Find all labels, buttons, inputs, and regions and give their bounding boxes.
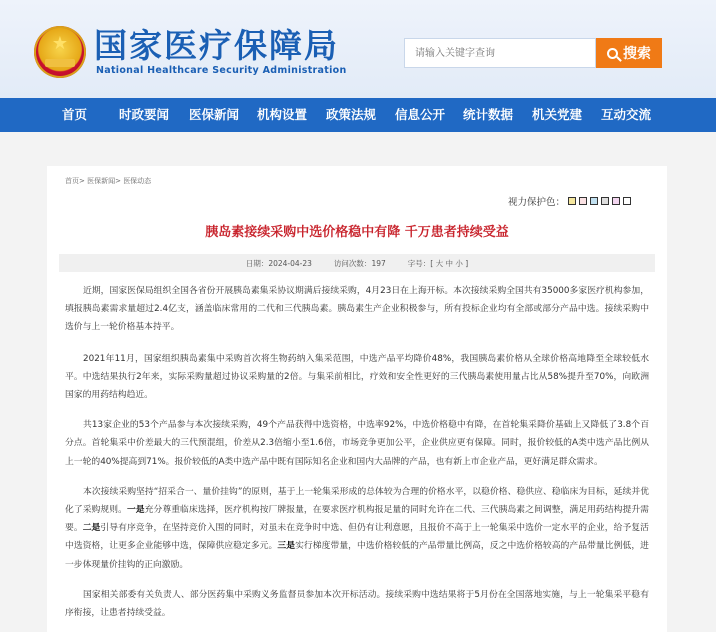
emphasis-third: 三是 [277, 541, 296, 552]
breadcrumb-dynamics[interactable]: 医保动态 [123, 177, 152, 185]
color-swatch-purple[interactable] [612, 197, 620, 205]
article-body [65, 282, 649, 632]
site-header [0, 0, 716, 98]
nav-item-party[interactable]: 机关党建 [532, 107, 583, 122]
nav-item-policy[interactable]: 政策法规 [326, 107, 377, 122]
font-size-selector[interactable]: 字号：[ 大 中 小 ] [407, 258, 469, 268]
emphasis-second: 二是 [82, 523, 101, 534]
color-swatch-blue[interactable] [590, 197, 598, 205]
nav-item-home[interactable]: 首页 [62, 107, 88, 122]
nav-item-politics[interactable]: 时政要闻 [119, 107, 170, 122]
article-paragraph: 国家相关部委有关负责人、部分医药集中采购义务监督员参加本次开标活动。接续采购中选结果将于5月份在全国落地实施，与上一轮集采平稳有序衔接，让患者持续受益。 [65, 589, 649, 619]
article-paragraph: 共13家企业的53个产品参与本次接续采购，49个产品获得中选资格，中选率92%，中选价格稳中有降，在首轮集采降价基础上又降低了3.8个百分点。首轮集采中价差最大的三代预混组，价差从2.3倍缩小至1.6倍，市场竞争更加公平，企业供应更有保障。同时，报价较低的A类中选产品比例从上一轮的40%提高到71%。报价较低的A类中选产品中既有国际知名企业和国内大品牌的产品，也有新上市企业产品，更好满足群众需求。 [65, 420, 649, 467]
nav-item-news[interactable]: 医保新闻 [189, 107, 240, 122]
search-icon [607, 48, 618, 59]
vision-label: 视力保护色： [508, 197, 566, 208]
search-input[interactable] [404, 38, 596, 68]
nav-item-organization[interactable]: 机构设置 [257, 107, 308, 122]
search-button-label: 搜索 [623, 45, 651, 61]
breadcrumb: 首页> 医保新闻> 医保动态 [65, 177, 152, 185]
article-date: 日期：2024-04-23 [245, 258, 312, 268]
breadcrumb-news[interactable]: 医保新闻 [87, 177, 116, 185]
breadcrumb-home[interactable]: 首页 [65, 177, 79, 185]
color-swatch-white[interactable] [623, 197, 631, 205]
nav-item-interaction[interactable]: 互动交流 [601, 107, 652, 122]
article-container [47, 166, 667, 632]
color-swatch-gray[interactable] [601, 197, 609, 205]
search-button[interactable] [596, 38, 662, 68]
article-paragraph: 本次接续采购坚持“招采合一、量价挂钩”的原则，基于上一轮集采形成的总体较为合理的价格水平，以稳价格、稳供应、稳临床为目标，延续并优化了采购规则。一是充分尊重临床选择，医疗机构按厂牌报量，在要求医疗机构报足量的同时允许在二代、三代胰岛素之间调整，满足用药结构提升需要。二是引导有序竞争，在坚持竞价入围的同时，对虽未在竞争时中选、但仍有让利意愿，且报价不高于上一轮集采中选价一定水平的企业，给予复活中选资格，让更多企业能够中选，保障供应稳定多元。三是实行梯度带量，中选价格较低的产品带量比例高，反之中选价格较高的产品带量比例低，进一步体现量价挂钩的正向激励。 [65, 486, 649, 570]
national-emblem-icon[interactable]: ★ [34, 26, 86, 78]
article-meta [59, 254, 655, 272]
nav-item-statistics[interactable]: 统计数据 [463, 107, 514, 122]
article-paragraph: 近期，国家医保局组织全国各省份开展胰岛素集采协议期满后接续采购，4月23日在上海开标。本次接续采购全国共有35000多家医疗机构参加，填报胰岛素需求量超过2.4亿支，涵盖临床常用的二代和三代胰岛素。胰岛素生产企业积极参与，所有投标企业均有全部或部分产品中选。接续采购中选价与上一轮价格基本持平。 [65, 286, 649, 333]
nav-item-disclosure[interactable]: 信息公开 [395, 107, 446, 122]
article-views: 访问次数：197 [333, 258, 386, 268]
vision-protection-colors [508, 194, 631, 208]
article-title: 胰岛素接续采购中选价格稳中有降 千万患者持续受益 [205, 225, 509, 240]
site-title-en: National Healthcare Security Administration [96, 65, 347, 76]
article-paragraph: 2021年11月，国家组织胰岛素集中采购首次将生物药纳入集采范围，中选产品平均降价48%，我国胰岛素价格从全球价格高地降至全球较低水平。中选结果执行2年来，实际采购量超过协议采购量的2倍。与集采前相比，疗效和安全性更好的三代胰岛素使用量占比从58%提升至70%，向欧洲国家的用药结构趋近。 [65, 353, 649, 401]
color-swatch-pink[interactable] [579, 197, 587, 205]
main-nav [0, 98, 716, 132]
emphasis-first: 一是 [126, 505, 145, 516]
site-title-cn[interactable]: 国家医疗保障局 [94, 26, 339, 65]
color-swatch-yellow[interactable] [568, 197, 576, 205]
